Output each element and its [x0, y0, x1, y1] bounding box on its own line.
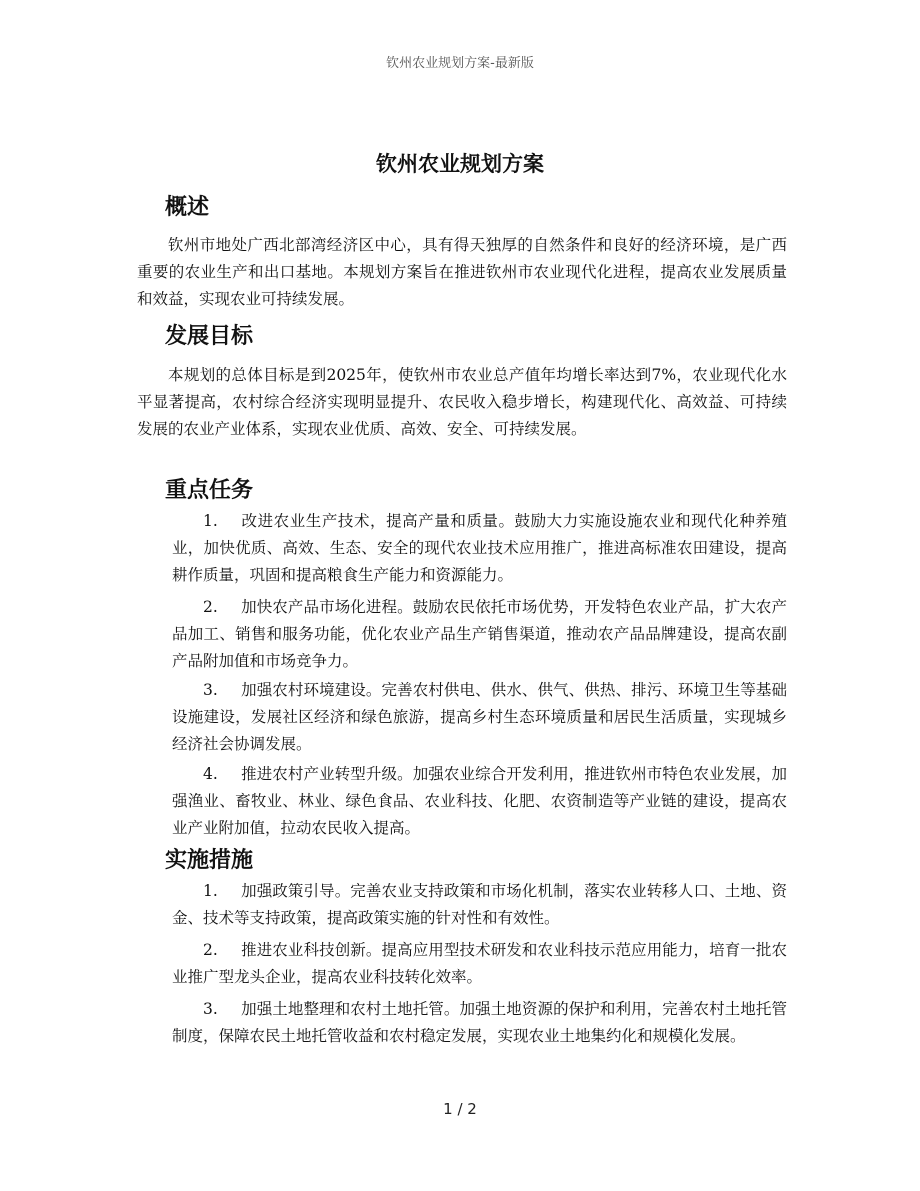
list-number: 2.	[203, 941, 218, 959]
goals-paragraph: 本规划的总体目标是到2025年，使钦州市农业总产值年均增长率达到7%，农业现代化水平显著提高，农村综合经济实现明显提升、农民收入稳步增长，构建现代化、高效益、可持续发展的农业产业体系，实现农业优质、高效、安全、可持续发展。	[137, 366, 787, 438]
section-heading-measures: 实施措施	[165, 848, 254, 873]
list-text: 加快农产品市场化进程。鼓励农民依托市场优势，开发特色农业产品，扩大农产品加工、销售和服务功能，优化农业产品生产销售渠道，推动农产品品牌建设，提高农副产品附加值和市场竞争力。	[172, 598, 787, 670]
section-heading-goals: 发展目标	[165, 324, 254, 349]
page-number: 1 / 2	[443, 1100, 477, 1118]
list-number: 2.	[203, 598, 218, 616]
list-number: 3.	[203, 681, 218, 699]
list-number: 3.	[203, 1000, 218, 1018]
list-text: 推进农村产业转型升级。加强农业综合开发利用，推进钦州市特色农业发展，加强渔业、畜牧业、林业、绿色食品、农业科技、化肥、农资制造等产业链的建设，提高农业产业附加值，拉动农民收入提高。	[172, 765, 787, 837]
list-number: 4.	[203, 765, 218, 783]
list-number: 1.	[203, 882, 218, 900]
measure-item	[172, 996, 787, 1050]
list-text: 加强政策引导。完善农业支持政策和市场化机制，落实农业转移人口、土地、资金、技术等支持政策，提高政策实施的针对性和有效性。	[172, 882, 787, 927]
section-heading-overview: 概述	[165, 195, 210, 220]
measure-item	[172, 937, 787, 991]
document-title: 钦州农业规划方案	[376, 151, 544, 176]
running-header: 钦州农业规划方案-最新版	[386, 56, 534, 71]
measure-item	[172, 878, 787, 932]
list-text: 加强土地整理和农村土地托管。加强土地资源的保护和利用，完善农村土地托管制度，保障农民土地托管收益和农村稳定发展，实现农业土地集约化和规模化发展。	[172, 1000, 787, 1045]
list-number: 1.	[203, 512, 218, 530]
key-task-item	[172, 594, 787, 675]
section-heading-key-tasks: 重点任务	[165, 478, 254, 503]
overview-paragraph: 钦州市地处广西北部湾经济区中心，具有得天独厚的自然条件和良好的经济环境，是广西重要的农业生产和出口基地。本规划方案旨在推进钦州市农业现代化进程，提高农业发展质量和效益，实现农业可持续发展。	[137, 236, 787, 308]
list-text: 加强农村环境建设。完善农村供电、供水、供气、供热、排污、环境卫生等基础设施建设，发展社区经济和绿色旅游，提高乡村生态环境质量和居民生活质量，实现城乡经济社会协调发展。	[172, 681, 787, 753]
list-text: 推进农业科技创新。提高应用型技术研发和农业科技示范应用能力，培育一批农业推广型龙头企业，提高农业科技转化效率。	[172, 941, 787, 986]
key-task-item	[172, 761, 787, 842]
list-text: 改进农业生产技术，提高产量和质量。鼓励大力实施设施农业和现代化种养殖业，加快优质、高效、生态、安全的现代农业技术应用推广，推进高标准农田建设，提高耕作质量，巩固和提高粮食生产能力和资源能力。	[172, 512, 787, 584]
key-task-item	[172, 677, 787, 758]
key-task-item	[172, 508, 787, 589]
